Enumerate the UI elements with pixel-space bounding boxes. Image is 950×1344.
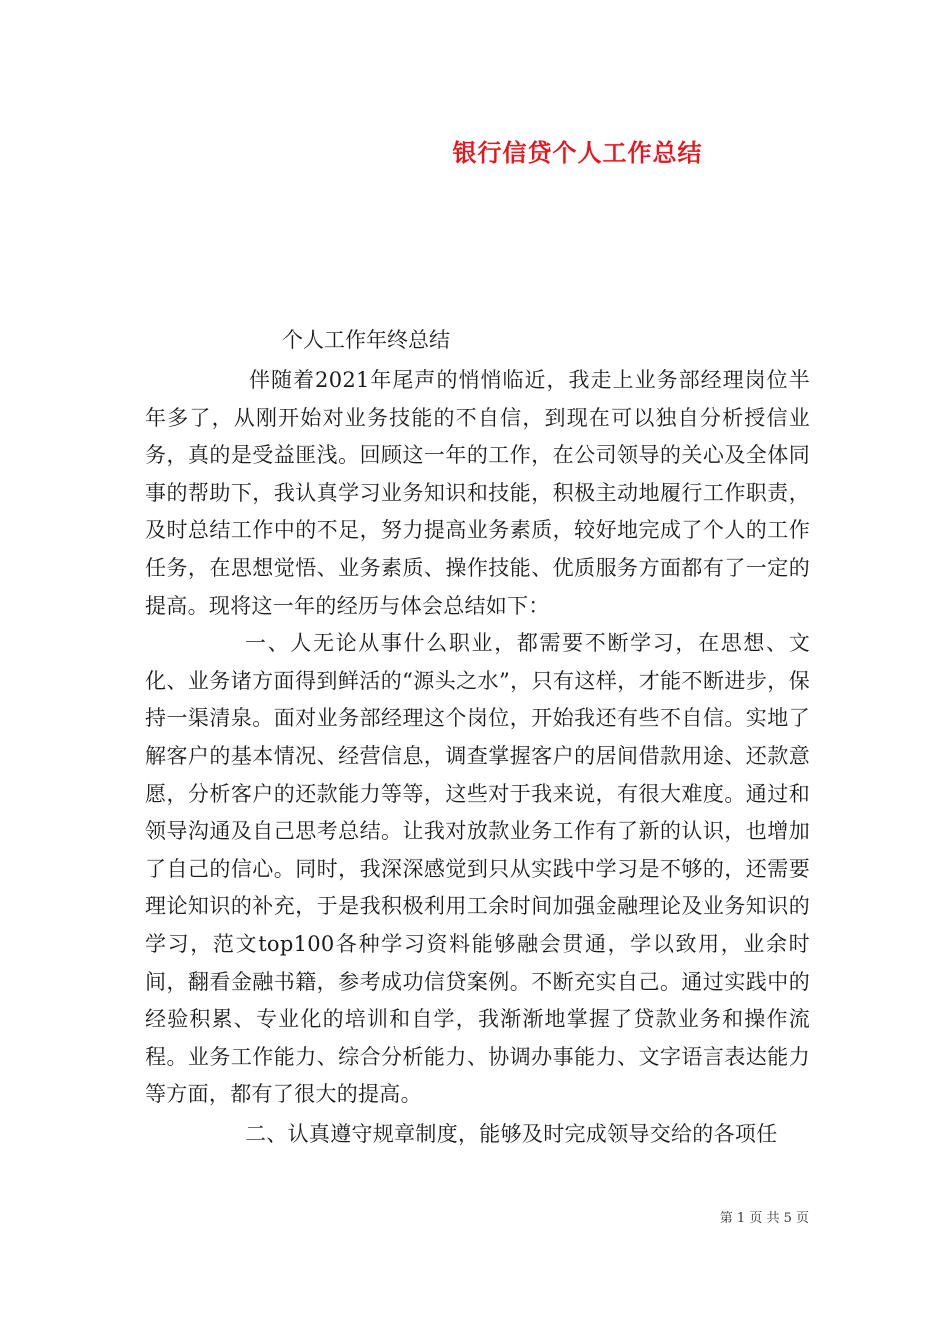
- paragraph-intro: 伴随着2021年尾声的悄悄临近，我走上业务部经理岗位半年多了，从刚开始对业务技能的不自信，到现在可以独自分析授信业务，真的是受益匪浅。回顾这一年的工作，在公司领导的关心及全体同事的帮助下，我认真学习业务知识和技能，积极主动地履行工作职责，及时总结工作中的不足，努力提高业务素质，较好地完成了个人的工作任务，在思想觉悟、业务素质、操作技能、优质服务方面都有了一定的提高。现将这一年的经历与体会总结如下：: [145, 368, 810, 618]
- paragraph-section-two: 二、认真遵守规章制度，能够及时完成领导交给的各项任: [245, 1121, 778, 1146]
- document-body: [145, 362, 810, 1153]
- document-title: 银行信贷个人工作总结: [452, 139, 703, 167]
- page-number-footer: 第 1 页 共 5 页: [719, 1211, 809, 1226]
- section-subheading: 个人工作年终总结: [282, 328, 450, 352]
- paragraph-section-one: 一、人无论从事什么职业，都需要不断学习，在思想、文化、业务诸方面得到鲜活的“源头之水”，只有这样，才能不断进步，保持一渠清泉。面对业务部经理这个岗位，开始我还有些不自信。实地了解客户的基本情况、经营信息，调查掌握客户的居间借款用途、还款意愿，分析客户的还款能力等等，这些对于我来说，有很大难度。通过和领导沟通及自己思考总结。让我对放款业务工作有了新的认识，也增加了自己的信心。同时，我深深感觉到只从实践中学习是不够的，还需要理论知识的补充，于是我积极利用工余时间加强金融理论及业务知识的学习，范文top100各种学习资料能够融会贯通，学以致用，业余时间，翻看金融书籍，参考成功信贷案例。不断充实自己。通过实践中的经验积累、专业化的培训和自学，我渐渐地掌握了贷款业务和操作流程。业务工作能力、综合分析能力、协调办事能力、文字语言表达能力等方面，都有了很大的提高。: [145, 631, 810, 1107]
